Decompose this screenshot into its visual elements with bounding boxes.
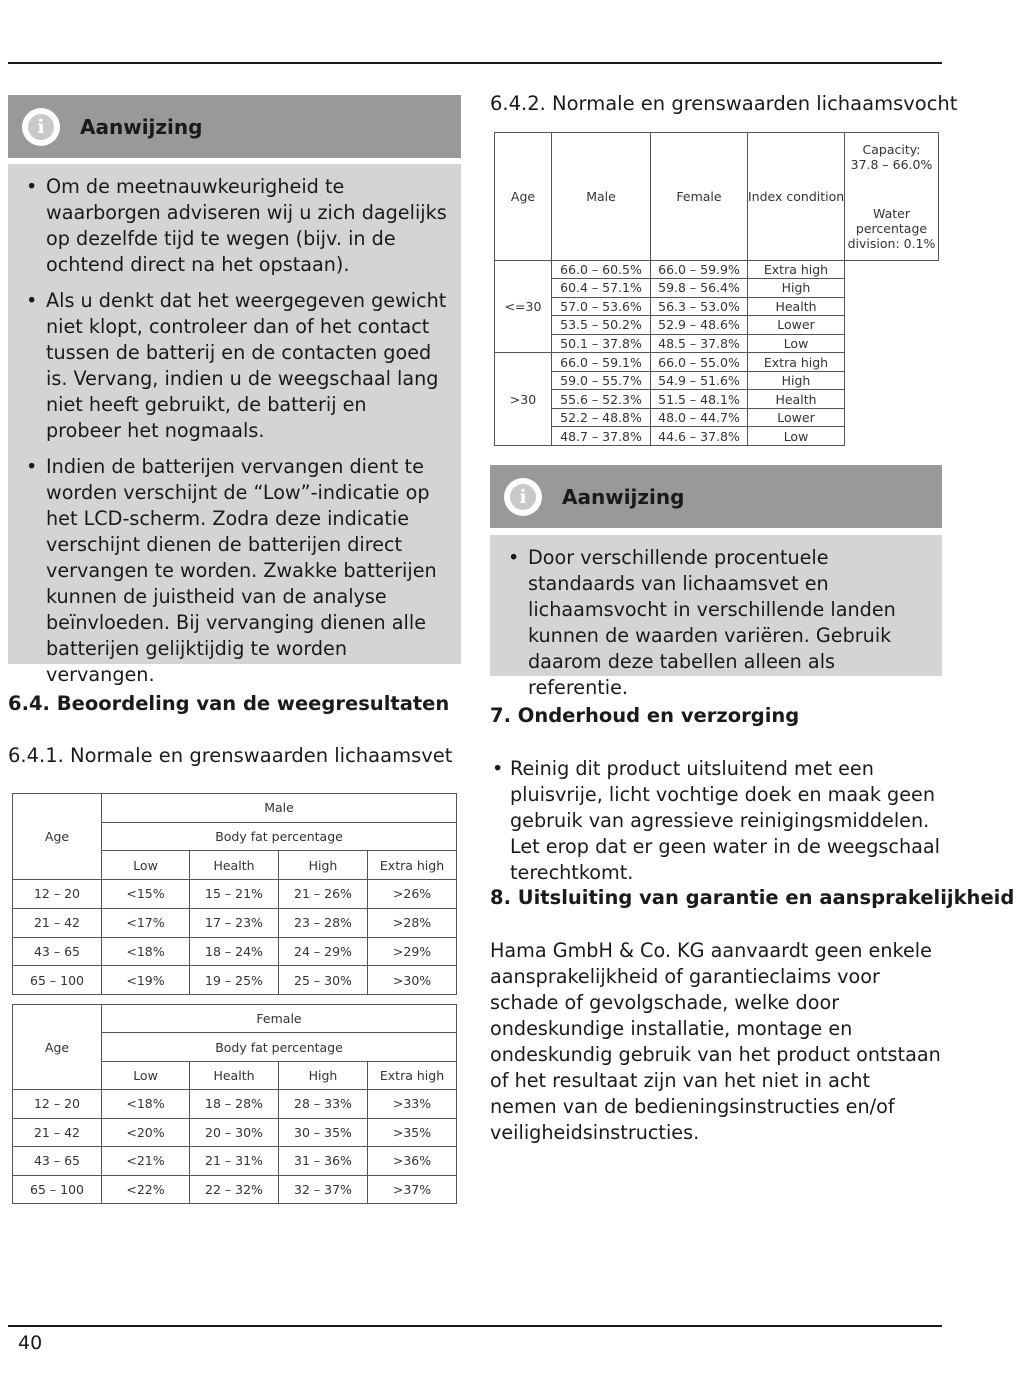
column-header: Low bbox=[102, 851, 190, 880]
table-cell: 51.5 – 48.1% bbox=[651, 390, 748, 409]
table-cell: 56.3 – 53.0% bbox=[651, 297, 748, 316]
table-cell: 21 – 42 bbox=[13, 1118, 102, 1146]
table-cell: 23 – 28% bbox=[279, 908, 368, 937]
section8-text: Hama GmbH & Co. KG aanvaardt geen enkele aansprakelijkheid of garantieclaims voor schade of gevolgschade, welke door ondeskundige installatie, montage en ondeskundig gebruik van het product ontstaan of het resultaat zijn van het niet in acht nemen van de bedieningsinstructies en/of veiligheidsinstructies. bbox=[490, 939, 941, 1144]
table-cell: <22% bbox=[102, 1175, 190, 1203]
note-bullet: • Om de meetnauwkeurigheid te waarborgen adviseren wij u zich dagelijks op dezelfde tijd te wegen (bijv. in de ochtend direct na het opstaan). bbox=[24, 174, 447, 278]
table-cell: 43 – 65 bbox=[13, 937, 102, 966]
table-cell: 65 – 100 bbox=[13, 1175, 102, 1203]
care-bullet: • Reinig dit product uitsluitend met een pluisvrije, licht vochtige doek en maak geen gebruik van agressieve reinigingsmiddelen. Let erop dat er geen water in de weegschaal terechtkomt. bbox=[490, 756, 942, 886]
table-cell: Low bbox=[748, 334, 845, 353]
table-cell: 44.6 – 37.8% bbox=[651, 427, 748, 446]
table-cell: 54.9 – 51.6% bbox=[651, 371, 748, 390]
table-cell: 30 – 35% bbox=[279, 1118, 368, 1146]
table-cell: Lower bbox=[748, 408, 845, 427]
capacity-note: Capacity: 37.8 – 66.0% bbox=[850, 141, 933, 172]
table-row bbox=[495, 297, 939, 316]
note-body bbox=[8, 164, 461, 686]
table-row bbox=[13, 1118, 457, 1146]
table-cell: Health bbox=[748, 297, 845, 316]
table-cell: Health bbox=[748, 390, 845, 409]
division-note: Water percentage division: 0.1% bbox=[847, 205, 936, 251]
table-cell: <21% bbox=[102, 1147, 190, 1175]
table-cell: <18% bbox=[102, 1090, 190, 1118]
table-cell: 59.8 – 56.4% bbox=[651, 279, 748, 298]
note-bullet: • Indien de batterijen vervangen dient te worden verschijnt de “Low”-indicatie op het LCD-scherm. Zodra deze indicatie verschijnt dienen de batterijen direct vervangen te worden. Zwakke batterijen kunnen de juistheid van de analyse beïnvloeden. Bij vervanging dienen alle batterijen gelijktijdig te worden vervangen. bbox=[24, 454, 447, 688]
table-cell: 66.0 – 60.5% bbox=[552, 260, 651, 279]
group-header: Female bbox=[102, 1005, 457, 1033]
table-row bbox=[13, 880, 457, 909]
table-notes bbox=[845, 133, 939, 261]
section7-list bbox=[490, 756, 942, 896]
info-icon: i bbox=[504, 478, 542, 516]
table-cell: 48.0 – 44.7% bbox=[651, 408, 748, 427]
table-cell: 66.0 – 55.0% bbox=[651, 353, 748, 372]
subsection-heading: 6.4.2. Normale en grenswaarden lichaamsvocht bbox=[490, 92, 958, 115]
body-water-table bbox=[494, 132, 939, 446]
table-cell: 24 – 29% bbox=[279, 937, 368, 966]
age-header: Age bbox=[13, 1005, 102, 1090]
table-cell: >28% bbox=[368, 908, 457, 937]
table-cell: >29% bbox=[368, 937, 457, 966]
table-cell: 52.9 – 48.6% bbox=[651, 316, 748, 335]
table-cell: 66.0 – 59.1% bbox=[552, 353, 651, 372]
table-cell: 48.7 – 37.8% bbox=[552, 427, 651, 446]
table-row bbox=[495, 353, 939, 372]
note-title: Aanwijzing bbox=[562, 484, 685, 509]
table-cell: >30% bbox=[368, 966, 457, 995]
table-cell: 57.0 – 53.6% bbox=[552, 297, 651, 316]
table-row bbox=[13, 966, 457, 995]
age-group-cell: >30 bbox=[495, 353, 552, 446]
table-cell: >26% bbox=[368, 880, 457, 909]
table-cell: 53.5 – 50.2% bbox=[552, 316, 651, 335]
table-row bbox=[13, 937, 457, 966]
table-cell: <19% bbox=[102, 966, 190, 995]
table-cell: 19 – 25% bbox=[190, 966, 279, 995]
table-cell: 50.1 – 37.8% bbox=[552, 334, 651, 353]
table-row bbox=[13, 1175, 457, 1203]
group-header: Male bbox=[102, 794, 457, 823]
table-cell: 28 – 33% bbox=[279, 1090, 368, 1118]
table-cell: 12 – 20 bbox=[13, 880, 102, 909]
table-cell: 22 – 32% bbox=[190, 1175, 279, 1203]
metric-header: Body fat percentage bbox=[102, 822, 457, 851]
column-header: Health bbox=[190, 1061, 279, 1089]
table-row bbox=[495, 371, 939, 390]
female-header: Female bbox=[651, 133, 748, 261]
section-heading: 6.4. Beoordeling van de weegresultaten bbox=[8, 692, 450, 715]
table-row bbox=[495, 408, 939, 427]
table-cell: 65 – 100 bbox=[13, 966, 102, 995]
table-cell: 17 – 23% bbox=[190, 908, 279, 937]
male-header: Male bbox=[552, 133, 651, 261]
metric-header: Body fat percentage bbox=[102, 1033, 457, 1061]
male-body-fat-table bbox=[12, 793, 457, 995]
table-cell: 25 – 30% bbox=[279, 966, 368, 995]
column-header: Extra high bbox=[368, 1061, 457, 1089]
table-row bbox=[495, 316, 939, 335]
table-row bbox=[495, 427, 939, 446]
table-row bbox=[495, 279, 939, 298]
table-cell: 60.4 – 57.1% bbox=[552, 279, 651, 298]
note-header bbox=[490, 465, 942, 528]
table-cell: 21 – 31% bbox=[190, 1147, 279, 1175]
note-bullet: • Als u denkt dat het weergegeven gewicht niet klopt, controleer dan of het contact tussen de batterij en de contacten goed is. Vervang, indien u de weegschaal lang niet heeft gebruikt, de batterij en probeer het nogmaals. bbox=[24, 288, 447, 444]
table-cell: Lower bbox=[748, 316, 845, 335]
bottom-rule bbox=[8, 1325, 942, 1327]
column-header: Health bbox=[190, 851, 279, 880]
column-header: High bbox=[279, 851, 368, 880]
table-cell: <17% bbox=[102, 908, 190, 937]
table-cell: <15% bbox=[102, 880, 190, 909]
table-cell: >36% bbox=[368, 1147, 457, 1175]
note-bullet: • Door verschillende procentuele standaards van lichaamsvet en lichaamsvocht in verschillende landen kunnen de waarden variëren. Gebruik daarom deze tabellen alleen als referentie. bbox=[506, 545, 928, 701]
table-row bbox=[495, 390, 939, 409]
table-cell: 31 – 36% bbox=[279, 1147, 368, 1175]
table-cell: 12 – 20 bbox=[13, 1090, 102, 1118]
column-header: High bbox=[279, 1061, 368, 1089]
table-cell: 15 – 21% bbox=[190, 880, 279, 909]
section-heading: 7. Onderhoud en verzorging bbox=[490, 704, 800, 727]
table-cell: 20 – 30% bbox=[190, 1118, 279, 1146]
age-header: Age bbox=[13, 794, 102, 880]
table-cell: 59.0 – 55.7% bbox=[552, 371, 651, 390]
table-cell: 43 – 65 bbox=[13, 1147, 102, 1175]
top-rule bbox=[8, 62, 942, 64]
table-row bbox=[13, 1090, 457, 1118]
section-heading: 8. Uitsluiting van garantie en aansprakelijkheid bbox=[490, 886, 1014, 909]
table-cell: 48.5 – 37.8% bbox=[651, 334, 748, 353]
age-group-cell: <=30 bbox=[495, 260, 552, 353]
table-cell: 18 – 28% bbox=[190, 1090, 279, 1118]
table-row bbox=[13, 1147, 457, 1175]
table-cell: Extra high bbox=[748, 260, 845, 279]
info-icon: i bbox=[22, 108, 60, 146]
note-body bbox=[490, 535, 942, 699]
table-cell: >35% bbox=[368, 1118, 457, 1146]
table-cell: 18 – 24% bbox=[190, 937, 279, 966]
table-cell: 21 – 26% bbox=[279, 880, 368, 909]
table-cell: <20% bbox=[102, 1118, 190, 1146]
note-title: Aanwijzing bbox=[80, 114, 203, 139]
table-cell: 32 – 37% bbox=[279, 1175, 368, 1203]
table-row bbox=[13, 908, 457, 937]
column-header: Low bbox=[102, 1061, 190, 1089]
table-cell: High bbox=[748, 371, 845, 390]
table-cell: <18% bbox=[102, 937, 190, 966]
table-cell: Low bbox=[748, 427, 845, 446]
table-row bbox=[495, 334, 939, 353]
table-cell: >37% bbox=[368, 1175, 457, 1203]
table-cell: 66.0 – 59.9% bbox=[651, 260, 748, 279]
note-header bbox=[8, 95, 461, 158]
age-header: Age bbox=[495, 133, 552, 261]
table-cell: 21 – 42 bbox=[13, 908, 102, 937]
table-cell: 55.6 – 52.3% bbox=[552, 390, 651, 409]
subsection-heading: 6.4.1. Normale en grenswaarden lichaamsvet bbox=[8, 744, 453, 767]
index-condition-header: Index condition bbox=[748, 133, 845, 261]
table-cell: 52.2 – 48.8% bbox=[552, 408, 651, 427]
table-cell: High bbox=[748, 279, 845, 298]
table-cell: Extra high bbox=[748, 353, 845, 372]
table-row bbox=[495, 260, 939, 279]
column-header: Extra high bbox=[368, 851, 457, 880]
page-number: 40 bbox=[18, 1332, 43, 1354]
female-body-fat-table bbox=[12, 1004, 457, 1204]
table-cell: >33% bbox=[368, 1090, 457, 1118]
